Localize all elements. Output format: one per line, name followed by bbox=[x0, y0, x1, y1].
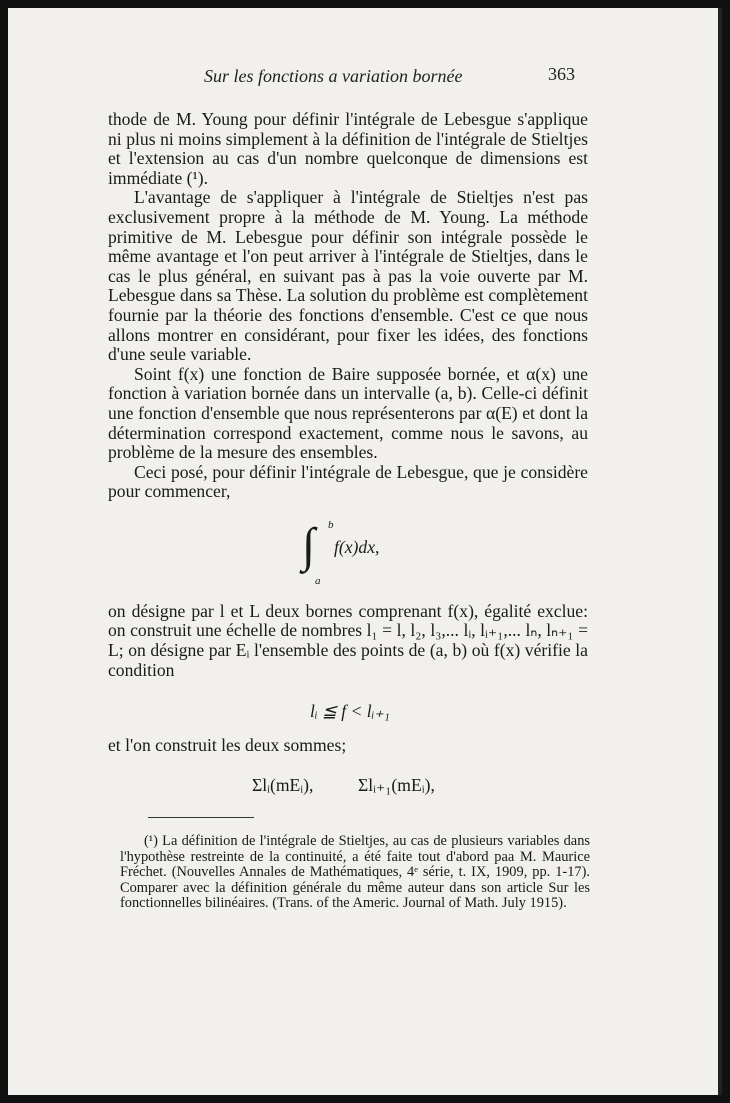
integral-upper-limit: b bbox=[328, 518, 334, 531]
paragraph-4: Ceci posé, pour définir l'intégrale de Lebesgue, que je considère pour commencer, bbox=[108, 461, 588, 502]
integral-sign: ∫ bbox=[302, 518, 316, 572]
sum-upper: Σlᵢ₊₁(mEᵢ), bbox=[358, 774, 435, 795]
integral-lower-limit: a bbox=[315, 574, 321, 587]
body-text bbox=[108, 110, 588, 804]
sums-formula bbox=[108, 766, 588, 804]
page-header bbox=[8, 66, 722, 92]
page-number: 363 bbox=[548, 64, 575, 84]
paragraph-6: et l'on construit les deux sommes; bbox=[108, 735, 347, 756]
integrand: f(x)dx, bbox=[334, 536, 380, 557]
paragraph-5: on désigne par l et L deux bornes comprenant f(x), égalité exclue: on construit une échelle de nombres l₁ = l, l₂, l₃,... lᵢ, lᵢ₊₁,... lₙ, lₙ₊₁ = L; on désigne par Eᵢ l'ensemble des points de (a, b) où f(x) vérifie la condition bbox=[108, 600, 588, 680]
integral-formula bbox=[108, 516, 588, 590]
paragraph-2: L'avantage de s'appliquer à l'intégrale de Stieltjes n'est pas exclusivement propre à la méthode de M. Young. La méthode primitive de M. Lebesgue pour définir son intégrale possède le même avantage et l'on peut arriver à l'intégrale de Stieltjes, dans le cas le plus général, en suivant pas à pas la voie ouverte par M. Lebesgue dans sa Thèse. La solution du problème est complètement fournie par la théorie des fonctions d'ensemble. C'est ce que nous allons montrer en considérant, pour fixer les idées, des fonctions d'une seule variable. bbox=[108, 187, 588, 365]
footnote: (¹) La définition de l'intégrale de Stieltjes, au cas de plusieurs variables dans l'hypothèse restreinte de la continuité, a été faite tout d'abord paa M. Maurice Fréchet. (Nouvelles Annales de Mathématiques, 4ᵉ série, t. IX, 1909, pp. 1-17). Comparer avec la définition générale du même auteur dans son article Sur les fonctionnelles bilinéaires. (Trans. of the Americ. Journal of Math. July 1915). bbox=[120, 833, 590, 911]
paragraph-3: Soint f(x) une fonction de Baire supposée bornée, et α(x) une fonction à variation bornée dans un intervalle (a, b). Celle-ci définit une fonction d'ensemble que nous représenterons par α(E) et dont la détermination correspond exactement, comme nous le savons, au problème de la mesure des ensembles. bbox=[108, 363, 588, 463]
condition-formula bbox=[108, 692, 588, 726]
sum-lower: Σlᵢ(mEᵢ), bbox=[252, 774, 314, 795]
running-title: Sur les fonctions a variation bornée bbox=[204, 66, 463, 86]
paragraph-1: thode de M. Young pour définir l'intégrale de Lebesgue s'applique ni plus ni moins simplement à la définition de l'intégrale de Stieltjes et l'extension au cas d'un nombre quelconque de dimensions est immédiate (¹). bbox=[108, 109, 588, 188]
condition: lᵢ ≦ f < lᵢ₊₁ bbox=[310, 701, 390, 722]
page bbox=[8, 8, 722, 1095]
footnote-rule bbox=[148, 817, 254, 818]
